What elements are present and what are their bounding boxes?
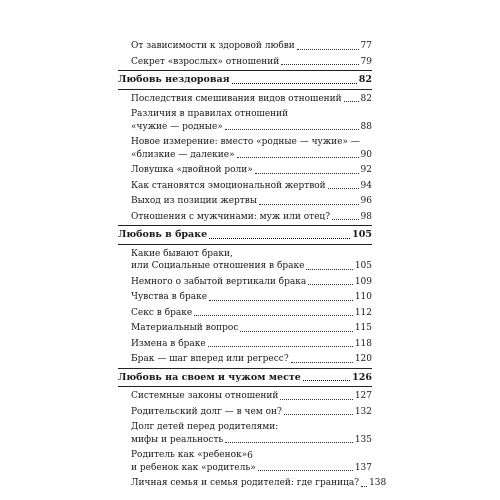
toc-entry [118,462,372,475]
toc-entry-title: Долг детей перед родителями: [131,422,279,432]
dot-leader [209,300,353,301]
toc-entry-page: 112 [354,307,372,318]
toc-entry-page: 77 [360,41,372,51]
dot-leader [232,83,357,84]
toc-section-page: 82 [358,74,372,85]
toc-entry-title: мифы и реальность [131,434,224,445]
toc-entry-page: 137 [354,462,372,473]
toc-entry [118,406,372,419]
dot-leader [209,238,350,239]
toc-entry-title: Выход из позиции жертвы [131,196,257,206]
toc-entry-page: 135 [354,434,372,445]
toc-entry [118,353,372,366]
toc-entry-page: 120 [354,354,372,364]
toc-entry [118,211,372,224]
toc-section-title: Любовь в браке [118,229,208,240]
toc-entry-title: Материальный вопрос [131,323,239,333]
dot-leader [280,399,352,400]
toc-section-title: Любовь нездоровая [118,74,230,85]
toc-entry-title: Какие бывают браки, [131,248,233,259]
toc-entry [118,260,372,273]
dot-leader [225,442,352,443]
toc-entry [118,338,372,351]
toc-entry [118,93,372,106]
toc-entry [118,434,372,447]
page-number: 6 [247,451,253,461]
toc-entry-title: Родитель как «ребенок» [131,450,248,460]
toc-entry-title: Системные законы отношений [131,391,279,401]
toc-section-heading [118,74,372,87]
toc-entry-title: Измена в браке [131,338,206,349]
toc-entry [118,477,387,490]
dot-leader [225,129,359,130]
toc-entry-page: 90 [360,149,372,160]
toc-entry-page: 98 [360,211,372,222]
table-of-contents [118,40,387,490]
section-divider [118,386,372,387]
dot-leader [332,219,359,220]
dot-leader [281,64,358,65]
toc-entry-page: 88 [360,121,372,132]
dot-leader [303,380,350,381]
toc-entry [118,291,372,304]
toc-section-heading [118,229,372,242]
toc-entry [118,180,372,193]
section-divider [118,244,372,245]
toc-entry [118,40,372,53]
toc-entry-page: 96 [360,196,372,206]
dot-leader [255,173,359,174]
dot-leader [240,331,352,332]
dot-leader [291,362,353,363]
dot-leader [361,486,367,487]
dot-leader [208,346,353,347]
dot-leader [328,188,359,189]
toc-entry-page: 132 [354,406,372,417]
toc-entry [118,276,372,289]
toc-entry [118,56,372,69]
dot-leader [194,315,353,316]
toc-entry-page: 118 [354,338,372,349]
dot-leader [237,157,359,158]
toc-entry-title: Брак — шаг вперед или регресс? [131,354,289,364]
toc-section-page: 105 [352,229,372,240]
toc-entry-title: Родительский долг — в чем он? [131,406,282,417]
toc-entry-line1 [118,248,372,261]
dot-leader [306,269,352,270]
toc-entry [118,322,372,335]
toc-entry-title: Как становятся эмоциональной жертвой [131,180,326,191]
toc-section-page: 126 [352,371,372,383]
toc-entry [118,149,372,162]
section-divider [118,368,372,369]
dot-leader [297,49,359,50]
toc-entry-title: Отношения с мужчинами: муж или отец? [131,211,331,222]
toc-section-heading [118,372,372,385]
toc-entry [118,164,372,177]
toc-entry-page: 94 [360,180,372,191]
toc-entry-title: Секс в браке [131,307,193,318]
toc-entry-page: 115 [354,323,372,333]
toc-entry [118,121,372,134]
toc-entry-page: 138 [369,478,387,488]
toc-entry-title: От зависимости к здоровой любви [131,41,295,51]
toc-entry-line1 [118,136,372,149]
toc-entry-page: 110 [354,292,372,302]
dot-leader [308,284,353,285]
toc-entry-title: «чужие — родные» [131,121,223,132]
dot-leader [284,414,353,415]
section-divider [118,225,372,226]
toc-entry-title: Различия в правилах отношений [131,109,289,119]
toc-entry-page: 92 [360,165,372,175]
toc-entry-title: Немного о забытой вертикали брака [131,276,307,287]
toc-entry-title: «близкие — далекие» [131,149,235,160]
toc-entry [118,307,372,320]
toc-entry-page: 127 [354,391,372,401]
toc-entry-page: 79 [360,56,372,67]
toc-entry-title: и ребенок как «родитель» [131,462,256,473]
toc-entry-title: Ловушка «двойной роли» [131,165,253,175]
toc-entry-title: Личная семья и семья родителей: где граница? [131,478,360,488]
toc-entry-line1 [118,421,372,434]
toc-entry-title: Последствия смешивания видов отношений [131,93,342,104]
toc-entry-title: Новое измерение: вместо «родные — чужие» — [131,137,360,147]
toc-entry [118,390,372,403]
section-divider [118,89,372,90]
dot-leader [259,204,359,205]
toc-entry-title: Чувства в браке [131,292,208,302]
dot-leader [344,101,359,102]
section-divider [118,70,372,71]
toc-entry-title: или Социальные отношения в браке [131,261,305,271]
toc-entry [118,195,372,208]
toc-entry-title: Секрет «взрослых» отношений [131,56,280,67]
toc-entry-page: 105 [354,261,372,271]
toc-entry-page: 82 [360,93,372,104]
toc-section-title: Любовь на своем и чужом месте [118,371,301,383]
toc-entry-page: 109 [354,276,372,287]
dot-leader [258,470,353,471]
toc-entry-line1 [118,108,372,121]
